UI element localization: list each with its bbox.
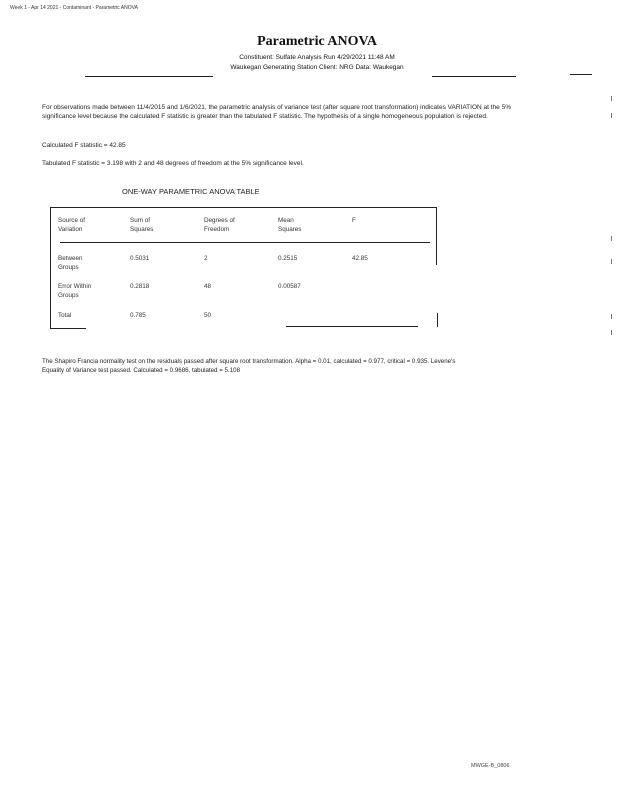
row-between-df: 2: [204, 255, 208, 262]
print-header-note: Week 1 - Apr 14 2021 - Contaminant - Parametric ANOVA: [10, 5, 138, 11]
scan-mark: [611, 330, 612, 335]
row-total-source: Total: [58, 312, 72, 319]
row-error-ms: 0.00587: [278, 283, 301, 290]
table-right-rule-upper: [436, 207, 437, 265]
header-underline-left: [85, 76, 213, 77]
analysis-paragraph: For observations made between 11/4/2015 and 1/6/2021, the parametric analysis of variance test (after square root transformation) indicates VARIATION at the 5% significance level because the calculated F statistic is greater than the tabulated F statistic. The hypothesis of a single homogeneous population is rejected.: [42, 104, 511, 120]
table-top-rule: [50, 207, 436, 208]
row-total-ss: 0.785: [130, 312, 146, 319]
table-bottom-rule-left: [50, 328, 86, 329]
normality-note-line2: Equality of Variance test passed. Calculated = 0.9686, tabulated = 5.108: [42, 367, 241, 374]
calculated-f-statistic: Calculated F statistic = 42.85: [42, 142, 126, 149]
row-error-df: 48: [204, 283, 212, 290]
scan-mark: [611, 113, 612, 118]
scan-mark: [611, 96, 612, 101]
site-info-line: Waukegan Generating Station Client: NRG Data: Waukegan: [230, 64, 404, 71]
table-bottom-rule-right: [286, 326, 418, 327]
table-right-rule-lower: [437, 313, 438, 327]
normality-note-line1: The Shapiro Francia normality test on the residuals passed after square root transformation. Alpha = 0.01, calculated = 0.977, critical = 0.935. Levene's: [42, 358, 456, 365]
col-header-degrees-of-freedom: Degrees of Freedom: [204, 217, 235, 233]
table-left-rule: [50, 207, 51, 329]
row-between-ss: 0.5031: [130, 255, 150, 262]
row-total-df: 50: [204, 312, 212, 319]
row-error-source: Error Within Groups: [58, 283, 92, 299]
col-header-f: F: [352, 217, 356, 224]
scan-mark: [611, 314, 612, 319]
row-between-source: Between Groups: [58, 255, 83, 271]
scan-mark: [611, 259, 612, 264]
row-between-f: 42.85: [352, 255, 368, 262]
header-underline-right: [432, 76, 516, 77]
col-header-source: Source of Variation: [58, 217, 85, 233]
col-header-sum-of-squares: Sum of Squares: [130, 217, 154, 233]
scan-mark: [611, 236, 612, 241]
page-id: MWGE-B_0806: [471, 763, 510, 769]
page-title: Parametric ANOVA: [257, 34, 377, 49]
header-underline-far-right: [570, 74, 592, 75]
anova-table-title: ONE-WAY PARAMETRIC ANOVA TABLE: [122, 187, 260, 196]
table-header-rule: [60, 242, 430, 243]
tabulated-f-statistic: Tabulated F statistic = 3.198 with 2 and 48 degrees of freedom at the 5% significance level.: [42, 160, 304, 167]
row-between-ms: 0.2515: [278, 255, 298, 262]
col-header-mean-squares: Mean Squares: [278, 217, 302, 233]
row-error-ss: 0.2818: [130, 283, 150, 290]
analysis-info-line: Constituent: Sulfate Analysis Run 4/29/2021 11:48 AM: [239, 54, 395, 61]
